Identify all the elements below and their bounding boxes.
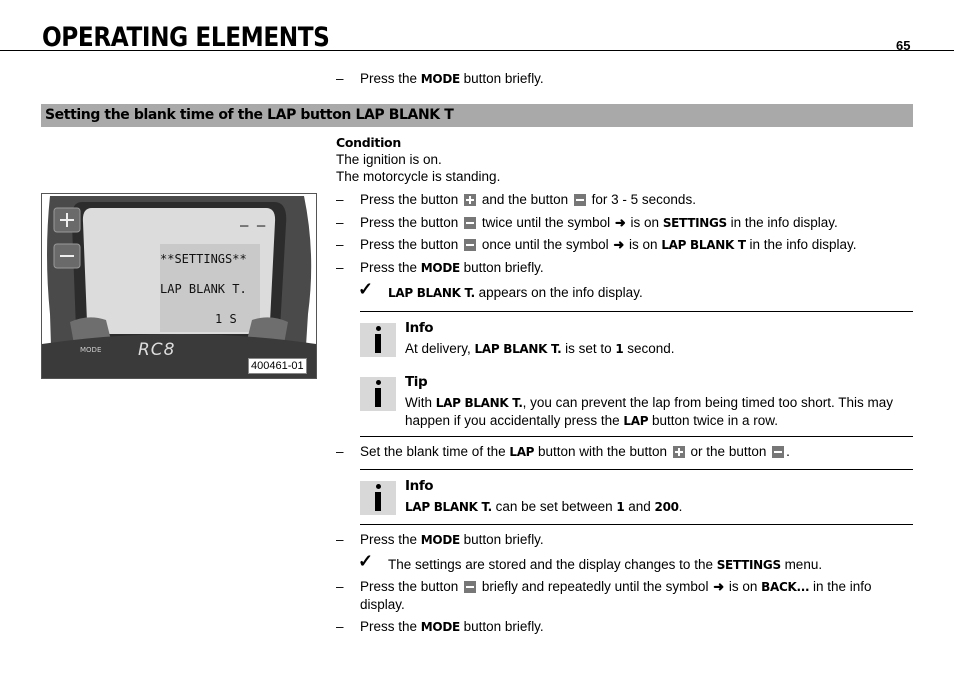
info-icon: [360, 481, 396, 515]
dashboard-figure: [41, 193, 317, 379]
info-icon: [360, 323, 396, 357]
plus-button-icon: [464, 194, 476, 206]
header-rule: [0, 50, 954, 51]
figure-label: 400461-01: [248, 358, 307, 374]
note-body: At delivery, LAP BLANK T. is set to 1 second.: [405, 341, 675, 356]
info-icon: [360, 377, 396, 411]
minus-button-icon: [464, 217, 476, 229]
check-icon: ✓: [358, 279, 374, 299]
minus-button-icon: [574, 194, 586, 206]
check-icon: ✓: [358, 551, 374, 571]
info-note: [360, 311, 913, 370]
arrow-right-icon: ➜: [613, 237, 625, 252]
arrow-right-icon: ➜: [713, 579, 725, 594]
info-note: [360, 469, 913, 525]
condition-line: The motorcycle is standing.: [336, 169, 501, 184]
plus-button-icon: [673, 446, 685, 458]
note-title: Info: [405, 478, 434, 494]
divider: [360, 524, 913, 525]
mode-label: MODE: [80, 346, 102, 354]
page-title: OPERATING ELEMENTS: [42, 22, 330, 53]
minus-button-icon: [464, 239, 476, 251]
minus-button-icon: [464, 581, 476, 593]
note-title: Info: [405, 320, 434, 336]
condition-block: [336, 134, 916, 185]
page-number: 65: [896, 38, 911, 53]
arrow-right-icon: ➜: [614, 215, 626, 230]
condition-line: The ignition is on.: [336, 152, 442, 167]
note-body: LAP BLANK T. can be set between 1 and 200.: [405, 499, 683, 514]
minus-button-icon: [772, 446, 784, 458]
section-title: Setting the blank time of the LAP button LAP BLANK T: [45, 107, 454, 123]
note-title: Tip: [405, 374, 428, 390]
display-line-value: 1 S: [215, 312, 237, 326]
dash: –: [336, 71, 344, 86]
note-body: With LAP BLANK T., you can prevent the lap from being timed too short. This may happen if you accidentally press the LAP button twice in a row.: [405, 395, 894, 428]
brand-logo: RC8: [138, 340, 176, 360]
divider: [360, 436, 913, 437]
section-heading: [41, 104, 913, 127]
display-line-settings: **SETTINGS**: [160, 252, 247, 266]
condition-label: Condition: [336, 135, 401, 150]
display-dashes: – –: [240, 218, 266, 234]
tip-note: [360, 366, 913, 436]
display-line-lapblank: LAP BLANK T.: [160, 282, 247, 296]
